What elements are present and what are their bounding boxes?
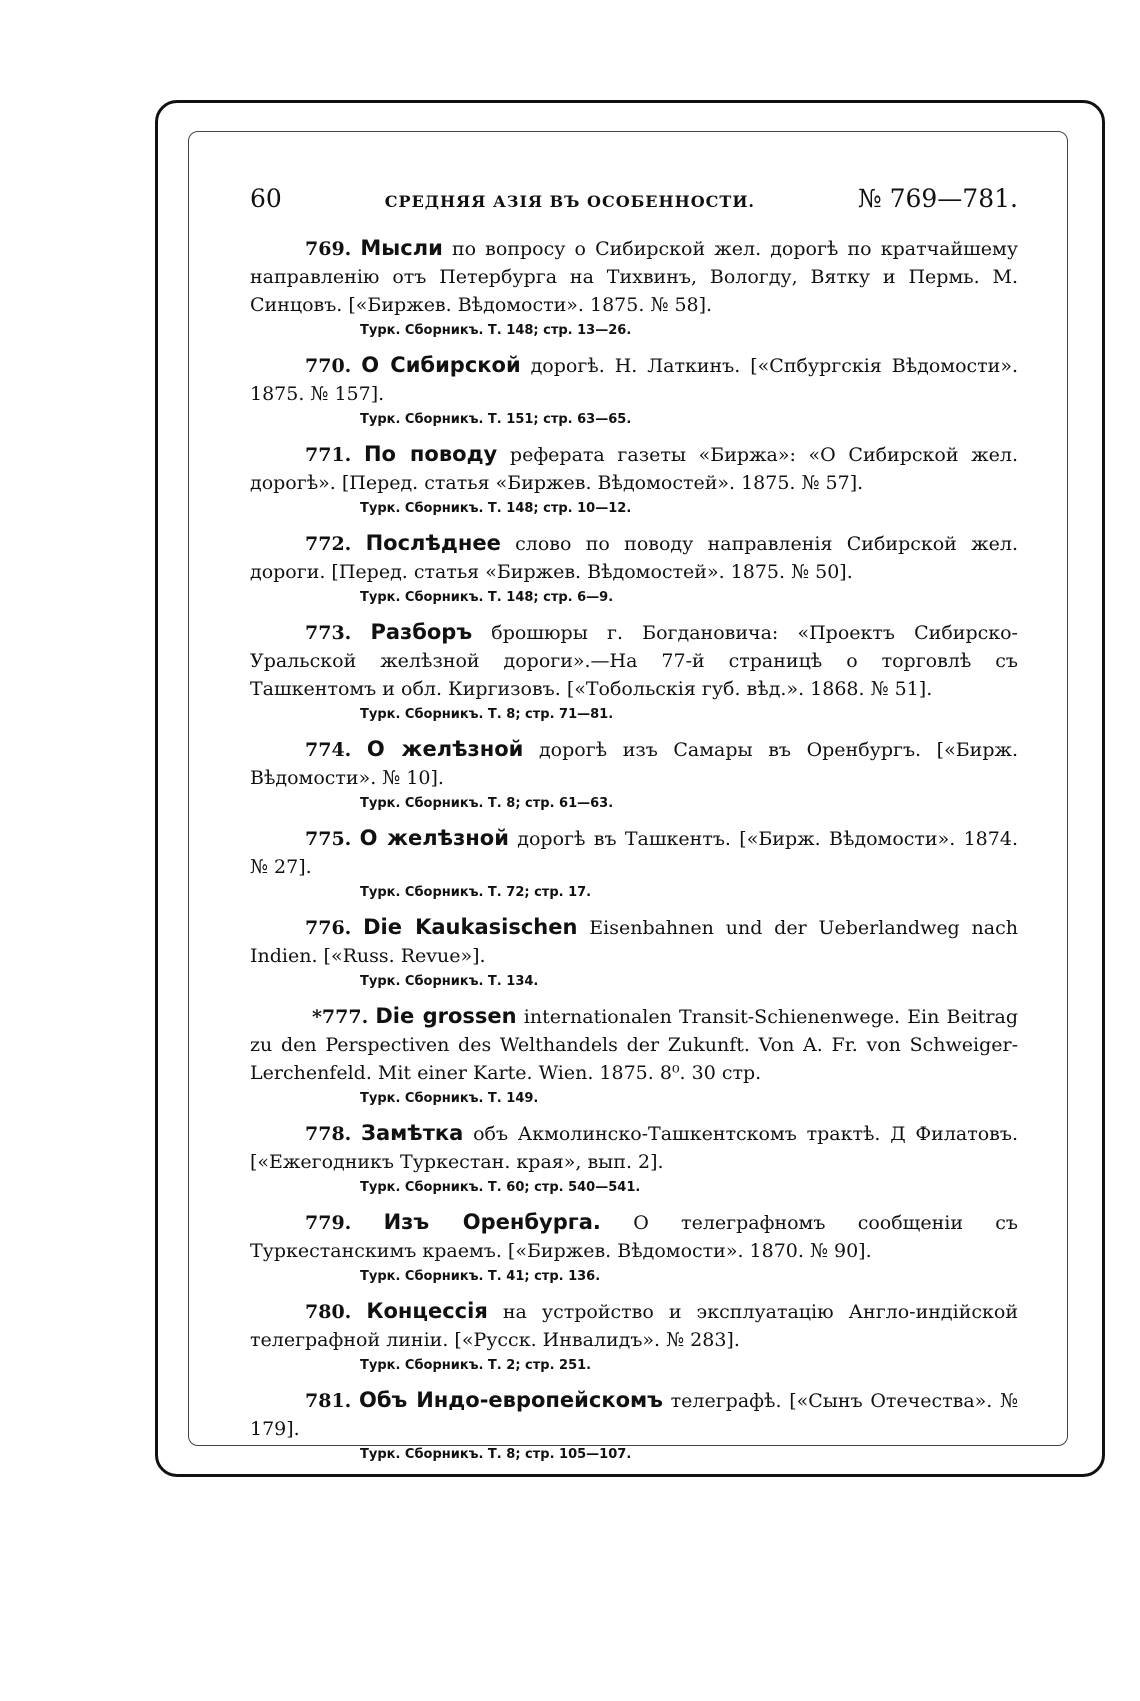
entry-body: слово по поводу направленія Сибирской жел. дороги. [Перед. статья «Биржев. Вѣдомостей». 1875. № 50].: [250, 533, 1018, 583]
entry-reference: Турк. Сборникъ. Т. 151; стр. 63—65.: [360, 412, 632, 427]
entry-number: 769.: [305, 238, 352, 260]
entry-reference: Турк. Сборникъ. Т. 41; стр. 136.: [360, 1269, 601, 1284]
entry-keyword: Концессія: [366, 1299, 488, 1323]
entry-reference: Турк. Сборникъ. Т. 8; стр. 71—81.: [360, 707, 614, 722]
entry-text: [250, 913, 1018, 970]
entry-range: № 769—781.: [857, 184, 1018, 213]
entry-text: [250, 1297, 1018, 1354]
entry-body: телеграфѣ. [«Сынъ Отечества». № 179].: [250, 1390, 1018, 1440]
entry-reference: Турк. Сборникъ. Т. 8; стр. 61—63.: [360, 796, 614, 811]
running-head: [250, 184, 1018, 218]
entry-number: 773.: [305, 622, 352, 644]
entry-778: [250, 1119, 1018, 1200]
entry-780: [250, 1297, 1018, 1378]
entry-770: [250, 351, 1018, 432]
entry-text: [250, 1386, 1018, 1443]
entry-text: [250, 1002, 1018, 1087]
entry-number: 781.: [305, 1390, 352, 1412]
entry-number: 771.: [305, 444, 352, 466]
entry-reference: Турк. Сборникъ. Т. 8; стр. 105—107.: [360, 1447, 632, 1462]
entry-text: [250, 618, 1018, 703]
entry-771: [250, 440, 1018, 521]
entry-keyword: По поводу: [363, 442, 498, 466]
entry-keyword: Объ Индо-европейскомъ: [358, 1388, 663, 1412]
entry-777: [250, 1002, 1018, 1111]
entry-body: дорогѣ изъ Самары въ Оренбургъ. [«Бирж. Вѣдомости». № 10].: [250, 739, 1018, 789]
entry-number: 780.: [305, 1301, 352, 1323]
entry-number: 770.: [305, 355, 352, 377]
entry-number: 774.: [305, 739, 352, 761]
entry-779: [250, 1208, 1018, 1289]
entry-text: [250, 440, 1018, 497]
entry-781: [250, 1386, 1018, 1467]
entry-773: [250, 618, 1018, 727]
entry-keyword: Изъ Оренбурга.: [383, 1210, 601, 1234]
entry-number: *777.: [312, 1006, 369, 1028]
entry-reference: Турк. Сборникъ. Т. 134.: [360, 974, 539, 989]
entry-text: [250, 824, 1018, 881]
entry-774: [250, 735, 1018, 816]
entry-reference: Турк. Сборникъ. Т. 72; стр. 17.: [360, 885, 592, 900]
entry-reference: Турк. Сборникъ. Т. 2; стр. 251.: [360, 1358, 592, 1373]
entry-reference: Турк. Сборникъ. Т. 148; стр. 13—26.: [360, 323, 632, 338]
entry-number: 779.: [305, 1212, 352, 1234]
entry-text: [250, 234, 1018, 319]
entry-keyword: Замѣтка: [361, 1121, 464, 1145]
entry-body: по вопросу о Сибирской жел. дорогѣ по кратчайшему направленію отъ Петербурга на Тихвинъ, Вологду, Вятку и Пермь. М. Синцовъ. [«Биржев. Вѣдомости». 1875. № 58].: [250, 238, 1018, 316]
entry-keyword: Послѣднее: [365, 531, 501, 555]
entry-number: 778.: [305, 1123, 352, 1145]
entry-keyword: О желѣзной: [359, 826, 509, 850]
entry-keyword: Die Kaukasischen: [363, 915, 578, 939]
entry-body: объ Акмолинско-Ташкентскомъ трактѣ. Д Филатовъ. [«Ежегодникъ Туркестан. края», вып. 2].: [250, 1123, 1018, 1173]
entry-number: 776.: [305, 917, 352, 939]
entry-reference: Турк. Сборникъ. Т. 148; стр. 10—12.: [360, 501, 632, 516]
bibliography-list: [250, 234, 1018, 1475]
entry-reference: Турк. Сборникъ. Т. 60; стр. 540—541.: [360, 1180, 641, 1195]
entry-body: реферата газеты «Биржа»: «О Сибирской жел. дорогѣ». [Перед. статья «Биржев. Вѣдомостей». 1875. № 57].: [250, 444, 1019, 494]
entry-keyword: О желѣзной: [366, 737, 524, 761]
section-title: СРЕДНЯЯ АЗІЯ ВЪ ОСОБЕННОСТИ.: [384, 192, 755, 211]
entry-keyword: Разборъ: [370, 620, 473, 644]
entry-keyword: Мысли: [360, 236, 443, 260]
entry-text: [250, 735, 1018, 792]
entry-body: дорогѣ въ Ташкентъ. [«Бирж. Вѣдомости». 1874. № 27].: [250, 828, 1018, 878]
entry-775: [250, 824, 1018, 905]
entry-keyword: О Сибирской: [361, 353, 521, 377]
entry-keyword: Die grossen: [375, 1004, 517, 1028]
entry-body: internationalen Transit-Schienenwege. Ein Beitrag zu den Perspectiven des Welthandels der Zukunft. Von A. Fr. von Schweiger-Lerchenfeld. Mit einer Karte. Wien. 1875. 8⁰. 30 стр.: [250, 1006, 1018, 1084]
entry-number: 775.: [305, 828, 352, 850]
entry-reference: Турк. Сборникъ. Т. 148; стр. 6—9.: [360, 590, 614, 605]
entry-772: [250, 529, 1018, 610]
entry-body: дорогѣ. Н. Латкинъ. [«Спбургскія Вѣдомости». 1875. № 157].: [250, 355, 1018, 405]
entry-text: [250, 1119, 1018, 1176]
entry-text: [250, 351, 1018, 408]
entry-776: [250, 913, 1018, 994]
entry-body: О телеграфномъ сообщеніи съ Туркестанскимъ краемъ. [«Биржев. Вѣдомости». 1870. № 90].: [250, 1212, 1019, 1262]
entry-769: [250, 234, 1018, 343]
entry-reference: Турк. Сборникъ. Т. 149.: [360, 1091, 539, 1106]
entry-text: [250, 529, 1018, 586]
entry-text: [250, 1208, 1018, 1265]
page-number: 60: [250, 184, 282, 213]
entry-body: брошюры г. Богдановича: «Проектъ Сибирско-Уральской желѣзной дороги».—На 77-й страницѣ о торговлѣ съ Ташкентомъ и обл. Киргизовъ. [«Тобольскія губ. вѣд.». 1868. № 51].: [250, 622, 1018, 700]
entry-number: 772.: [305, 533, 352, 555]
entry-body: на устройство и эксплуатацію Англо-индійской телеграфной линіи. [«Русск. Инвалидъ». № 283].: [250, 1301, 1018, 1351]
entry-body: Eisenbahnen und der Ueberlandweg nach Indien. [«Russ. Revue»].: [250, 917, 1018, 967]
